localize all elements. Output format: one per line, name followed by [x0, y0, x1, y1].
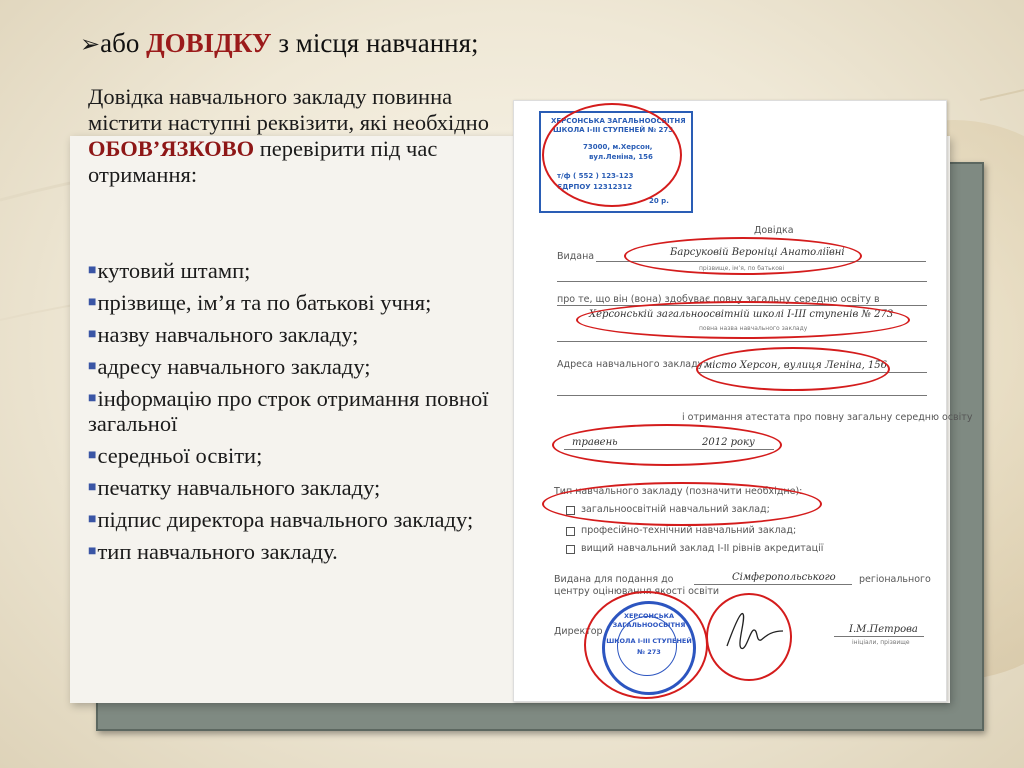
- square-bullet-icon: ■: [88, 263, 97, 278]
- list-item: [88, 443, 498, 468]
- field-line: [557, 341, 927, 342]
- type-option: вищий навчальний заклад І-ІІ рівнів акредитації: [581, 543, 824, 554]
- intro-line1: Довідка навчального закладу повинна містити наступні реквізити, які необхідно: [88, 84, 489, 135]
- field-line: [834, 636, 924, 637]
- director-label: Директор: [554, 626, 603, 637]
- list-item-text: печатку навчального закладу;: [97, 475, 381, 500]
- square-bullet-icon: ■: [88, 295, 97, 310]
- list-item-text: підпис директора навчального закладу;: [97, 507, 474, 532]
- square-bullet-icon: ■: [88, 359, 97, 374]
- requirements-list: [88, 258, 498, 571]
- given-to: Сімферопольського: [732, 572, 836, 583]
- list-item-text: назву навчального закладу;: [97, 322, 359, 347]
- intro-line2: перевірити під час отримання:: [88, 136, 438, 187]
- address-label: Адреса навчального закладу:: [557, 359, 707, 370]
- seal-text: № 273: [637, 648, 661, 656]
- given-for: Видана для подання до: [554, 574, 674, 585]
- list-item-text: тип навчального закладу.: [97, 539, 338, 564]
- checkbox-higher: [566, 545, 575, 554]
- seal-text: ХЕРСОНСЬКА: [623, 612, 675, 620]
- title-prefix: або: [100, 28, 140, 58]
- stamp-line: ШКОЛА І-ІІІ СТУПЕНЕЙ № 273: [553, 126, 674, 134]
- square-bullet-icon: ■: [88, 544, 97, 559]
- list-item: [88, 290, 498, 315]
- highlight-address: [696, 347, 890, 391]
- square-bullet-icon: ■: [88, 391, 97, 406]
- list-item-text: прізвище, ім’я та по батькові учня;: [97, 290, 432, 315]
- highlight-date: [552, 424, 782, 466]
- field-line: [557, 395, 927, 396]
- stamp-line: 73000, м.Херсон,: [583, 143, 653, 151]
- list-item: [88, 539, 498, 564]
- stamp-line: ХЕРСОНСЬКА ЗАГАЛЬНООСВІТНЯ: [551, 117, 686, 125]
- stamp-line: т/ф ( 552 ) 123-123: [557, 172, 634, 180]
- center-text: центру оцінювання якості освіти: [554, 586, 720, 597]
- list-item: [88, 386, 498, 436]
- stamp-line: 20 р.: [649, 197, 669, 205]
- list-item-text: середньої освіти;: [97, 443, 263, 468]
- receive-text: і отримання атестата про повну загальну середню освіту: [682, 412, 973, 423]
- director-caption: ініціали, прізвище: [852, 639, 910, 646]
- issued-caption: прізвище, ім’я, по батькові: [699, 265, 785, 272]
- seal-text: ЗАГАЛЬНООСВІТНЯ: [612, 621, 686, 629]
- type-option: загальноосвітній навчальний заклад;: [581, 504, 770, 515]
- arrow-bullet-icon: ➢: [80, 32, 101, 58]
- doc-heading: Довідка: [754, 225, 794, 236]
- list-item-text: кутовий штамп;: [97, 258, 251, 283]
- list-item: [88, 507, 498, 532]
- seal-text: ШКОЛА І-ІІІ СТУПЕНЕЙ: [606, 637, 692, 645]
- intro-text: [88, 84, 498, 188]
- list-item: [88, 258, 498, 283]
- highlight-stamp: [542, 103, 682, 207]
- title-accent: ДОВІДКУ: [146, 28, 272, 58]
- highlight-seal: [584, 591, 708, 699]
- type-label: Тип навчального закладу (позначити необхідне):: [554, 486, 803, 497]
- year-value: 2012 року: [702, 437, 755, 448]
- highlight-school: [576, 301, 910, 339]
- intro-strong: ОБОВ’ЯЗКОВО: [88, 136, 255, 161]
- type-option: професійно-технічний навчальний заклад;: [581, 525, 797, 536]
- title-suffix: з місця навчання;: [278, 28, 479, 58]
- list-item-text: інформацію про строк отримання повної загальної: [88, 386, 489, 436]
- checkbox-vocational: [566, 527, 575, 536]
- school-name: Херсонській загальноосвітній школі І-ІІІ ступенів № 273: [589, 309, 894, 320]
- square-bullet-icon: ■: [88, 512, 97, 527]
- issued-name: Барсуковій Вероніці Анатоліївні: [670, 247, 845, 258]
- square-bullet-icon: ■: [88, 327, 97, 342]
- highlight-type: [542, 482, 822, 526]
- director-name: І.М.Петрова: [849, 624, 918, 635]
- about-text: про те, що він (вона) здобуває повну загальну середню освіту в: [557, 294, 880, 305]
- list-item: [88, 475, 498, 500]
- certificate-image: [513, 100, 973, 702]
- given-suffix: регіонального: [859, 574, 931, 585]
- field-line: [694, 584, 852, 585]
- square-bullet-icon: ■: [88, 480, 97, 495]
- list-item: [88, 322, 498, 347]
- square-bullet-icon: ■: [88, 448, 97, 463]
- list-item-text: адресу навчального закладу;: [97, 354, 371, 379]
- highlight-name: [624, 237, 862, 275]
- slide-title: [80, 28, 479, 59]
- highlight-signature: [706, 593, 792, 681]
- address-value: місто Херсон, вулиця Леніна, 156: [704, 360, 888, 371]
- school-caption: повна назва навчального закладу: [699, 325, 808, 332]
- month-value: травень: [572, 437, 618, 448]
- issued-label: Видана: [557, 251, 595, 262]
- stamp-line: ЄДРПОУ 12312312: [557, 183, 633, 191]
- list-item: [88, 354, 498, 379]
- field-line: [557, 281, 927, 282]
- stamp-line: вул.Леніна, 156: [589, 153, 653, 161]
